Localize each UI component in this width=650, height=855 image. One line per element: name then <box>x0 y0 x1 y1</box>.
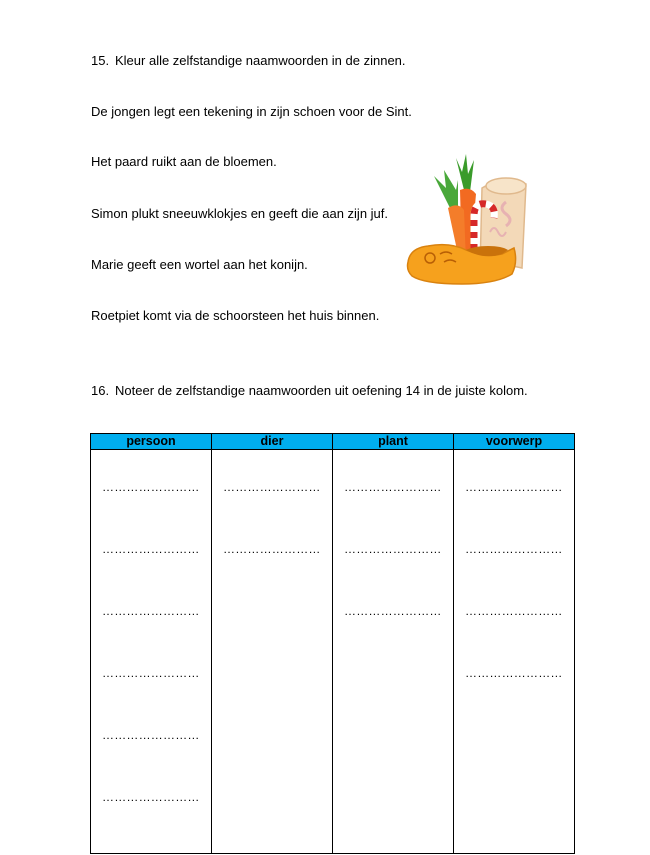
answer-blank[interactable]: …………………… <box>102 790 200 804</box>
exercise-15-instruction <box>91 53 406 68</box>
answer-blank[interactable]: …………………… <box>102 666 200 680</box>
wooden-shoe-icon <box>408 245 516 284</box>
exercise-16-number: 16. <box>91 383 110 398</box>
answer-blank[interactable]: …………………… <box>344 542 442 556</box>
exercise-15-number: 15. <box>91 53 110 68</box>
header-plant: plant <box>333 434 454 450</box>
answer-blank[interactable]: …………………… <box>465 480 563 494</box>
sentence-3: Simon plukt sneeuwklokjes en geeft die aan zijn juf. <box>91 206 389 221</box>
answer-blank[interactable]: …………………… <box>223 542 321 556</box>
answer-blank[interactable]: …………………… <box>344 480 442 494</box>
sentence-2: Het paard ruikt aan de bloemen. <box>91 154 277 169</box>
answer-blank[interactable]: …………………… <box>102 542 200 556</box>
exercise-16-text: Noteer de zelfstandige naamwoorden uit oefening 14 in de juiste kolom. <box>115 383 528 398</box>
header-persoon: persoon <box>91 434 212 450</box>
wooden-shoe-with-carrots-icon <box>404 150 534 290</box>
column-plant <box>333 450 454 854</box>
header-dier: dier <box>212 434 333 450</box>
exercise-15-text: Kleur alle zelfstandige naamwoorden in de zinnen. <box>115 53 406 68</box>
noun-category-table <box>90 433 575 854</box>
answer-blank[interactable]: …………………… <box>102 728 200 742</box>
answer-blank[interactable]: …………………… <box>465 604 563 618</box>
answer-blank[interactable]: …………………… <box>102 480 200 494</box>
answer-blank[interactable]: …………………… <box>102 604 200 618</box>
column-voorwerp <box>454 450 575 854</box>
sentence-1: De jongen legt een tekening in zijn schoen voor de Sint. <box>91 104 412 119</box>
answer-blank[interactable]: …………………… <box>223 480 321 494</box>
header-voorwerp: voorwerp <box>454 434 575 450</box>
exercise-16-instruction <box>91 383 528 398</box>
answer-blank[interactable]: …………………… <box>465 542 563 556</box>
sentence-5: Roetpiet komt via de schoorsteen het huis binnen. <box>91 308 380 323</box>
column-dier <box>212 450 333 854</box>
sentence-4: Marie geeft een wortel aan het konijn. <box>91 257 308 272</box>
answer-blank[interactable]: …………………… <box>344 604 442 618</box>
column-persoon <box>91 450 212 854</box>
answer-blank[interactable]: …………………… <box>465 666 563 680</box>
